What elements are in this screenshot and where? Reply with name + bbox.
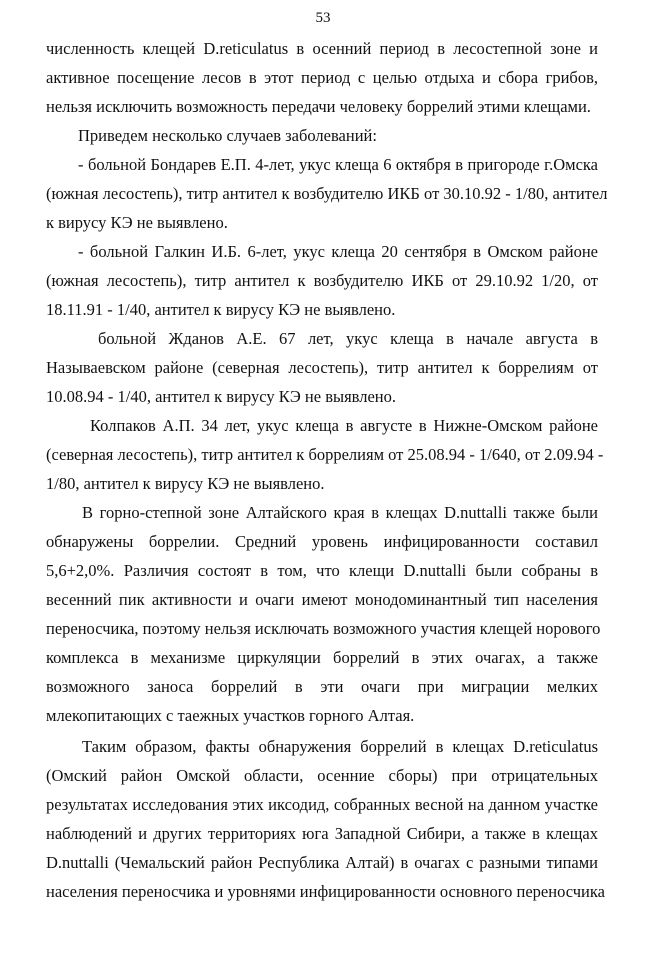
page-number: 53 [315, 10, 331, 26]
text-line: больной Жданов А.Е. 67 лет, укус клеща в начале августа в [98, 329, 598, 348]
text-line: - больной Бондарев Е.П. 4-лет, укус клеща 6 октября в пригороде г.Омска [78, 155, 598, 174]
text-line: активное посещение лесов в этот период с целью отдыха и сбора грибов, [46, 68, 598, 87]
text-line: Приведем несколько случаев заболеваний: [78, 126, 377, 145]
text-line: 1/80, антител к вирусу КЭ не выявлено. [46, 474, 325, 493]
text-line: 5,6+2,0%. Различия состоят в том, что клещи D.nuttalli были собраны в [46, 561, 598, 580]
text-line: 18.11.91 - 1/40, антител к вирусу КЭ не выявлено. [46, 300, 396, 319]
text-line: весенний пик активности и очаги имеют монодоминантный тип населения [46, 590, 598, 609]
text-line: населения переносчика и уровнями инфицированности основного переносчика [46, 882, 605, 901]
text-line: комплекса в механизме циркуляции боррелий в этих очагах, а также [46, 648, 598, 667]
text-line: к вирусу КЭ не выявлено. [46, 213, 228, 232]
text-line: Колпаков А.П. 34 лет, укус клеща в августе в Нижне-Омском районе [90, 416, 598, 435]
text-line: численность клещей D.reticulatus в осенний период в лесостепной зоне и [46, 39, 598, 58]
text-line: Называевском районе (северная лесостепь), титр антител к боррелиям от [46, 358, 598, 377]
text-line: переносчика, поэтому нельзя исключать возможного участия клещей норового [46, 619, 601, 638]
text-line: В горно-степной зоне Алтайского края в клещах D.nuttalli также были [82, 503, 598, 522]
text-line: результатах исследования этих иксодид, собранных весной на данном участке [46, 795, 598, 814]
text-line: наблюдений и других территориях юга Западной Сибири, а также в клещах [46, 824, 598, 843]
text-line: Таким образом, факты обнаружения боррелий в клещах D.reticulatus [82, 737, 598, 756]
text-line: 10.08.94 - 1/40, антител к вирусу КЭ не выявлено. [46, 387, 396, 406]
text-line: (северная лесостепь), титр антител к боррелиям от 25.08.94 - 1/640, от 2.09.94 - [46, 445, 604, 464]
text-line: (Омский район Омской области, осенние сборы) при отрицательных [46, 766, 598, 785]
text-line: D.nuttalli (Чемальский район Республика Алтай) в очагах с разными типами [46, 853, 598, 872]
text-line: возможного заноса боррелий в эти очаги при миграции мелких [46, 677, 598, 696]
text-line: млекопитающих с таежных участков горного Алтая. [46, 706, 415, 725]
text-line: (южная лесостепь), титр антител к возбудителю ИКБ от 30.10.92 - 1/80, антител [46, 184, 608, 203]
text-line: - больной Галкин И.Б. 6-лет, укус клеща 20 сентября в Омском районе [78, 242, 598, 261]
text-line: нельзя исключить возможность передачи человеку боррелий этими клещами. [46, 97, 591, 116]
text-line: обнаружены боррелии. Средний уровень инфицированности составил [46, 532, 598, 551]
text-line: (южная лесостепь), титр антител к возбудителю ИКБ от 29.10.92 1/20, от [46, 271, 598, 290]
